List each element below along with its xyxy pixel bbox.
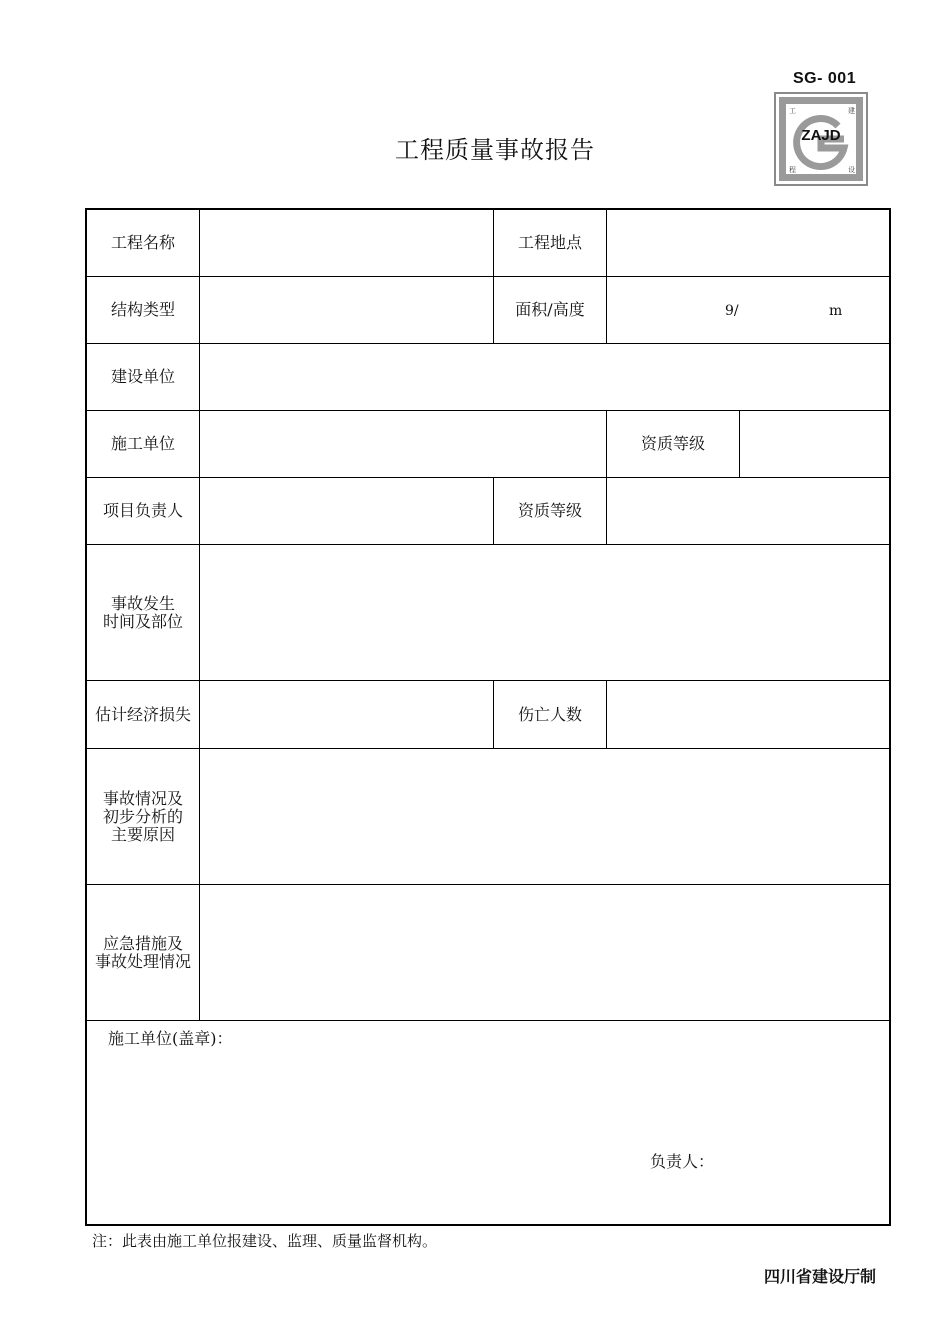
casualty-count-label: 伤亡人数 [517,704,582,724]
svg-text:设: 设 [848,166,855,174]
svg-text:工: 工 [789,107,796,115]
responsible-person-label: 负责人： [650,1152,715,1171]
contractor-field[interactable] [200,411,606,477]
project-name-label: 工程名称 [110,233,175,252]
height-unit: m [829,303,843,319]
page-title: 工程质量事故报告 [395,136,595,164]
area-height-label: 面积/高度 [515,300,585,319]
project-site-field[interactable] [607,210,891,276]
area-unit: 9/ [725,303,739,319]
issuer: 四川省建设厅制 [764,1267,877,1286]
casualty-count-field[interactable] [607,681,891,748]
project-manager-field[interactable] [200,478,493,544]
project-site-label: 工程地点 [517,233,582,252]
emergency-measures-label [87,885,199,1020]
label-line: 事故发生 [110,593,175,613]
footnote: 注：此表由施工单位报建设、监理、质量监督机构。 [92,1232,438,1250]
accident-time-location-field[interactable] [200,545,891,680]
owner-unit-field[interactable] [200,344,891,410]
contractor-qualification-field[interactable] [740,411,891,477]
label-line: 事故情况及 [102,788,183,808]
label-line: 时间及部位 [102,611,183,631]
accident-time-location-label [87,545,199,680]
svg-text:ZAJD: ZAJD [801,127,841,144]
label-line: 事故处理情况 [94,951,191,971]
signature-area[interactable] [87,1021,891,1226]
manager-qualification-field[interactable] [607,478,891,544]
structure-type-label: 结构类型 [110,300,175,319]
accident-analysis-field[interactable] [200,749,891,884]
svg-text:建: 建 [848,107,855,115]
manager-qualification-label: 资质等级 [517,501,582,520]
contractor-qualification-label: 资质等级 [640,434,705,453]
svg-text:程: 程 [789,166,796,174]
project-manager-label: 项目负责人 [102,501,183,520]
economic-loss-field[interactable] [200,681,493,748]
structure-type-field[interactable] [200,277,493,343]
contractor-seal-label: 施工单位(盖章)： [108,1029,233,1048]
owner-unit-label: 建设单位 [110,367,175,386]
emergency-measures-field[interactable] [200,885,891,1020]
label-line: 初步分析的 [102,806,183,826]
form-code: SG- 001 [793,70,857,87]
label-line: 主要原因 [110,824,175,844]
economic-loss-label: 估计经济损失 [94,704,191,724]
contractor-label: 施工单位 [110,434,175,453]
label-line: 应急措施及 [102,933,183,953]
area-height-field[interactable] [607,277,891,343]
report-form-table [85,208,891,1226]
accident-analysis-label [87,749,199,884]
project-name-field[interactable] [200,210,493,276]
